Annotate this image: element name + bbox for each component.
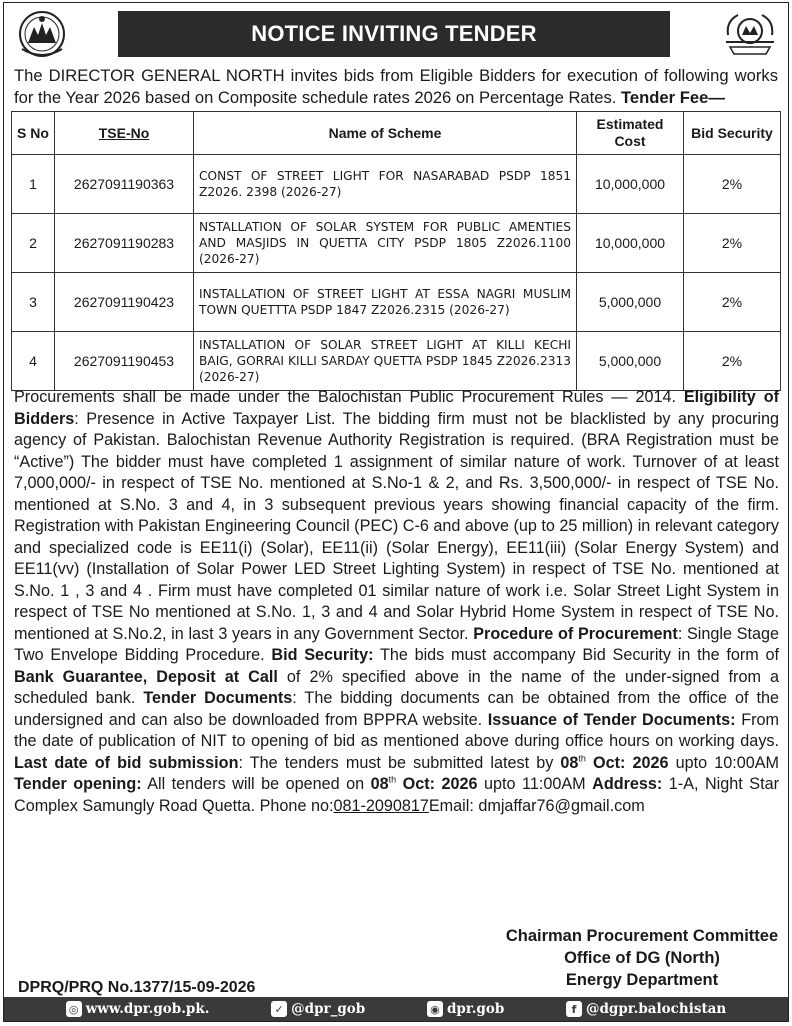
col-header-sno: S No <box>12 112 55 155</box>
body-text-segment: All tenders will be opened on <box>141 775 371 793</box>
footer-twitter[interactable] <box>271 1001 365 1017</box>
footer-instagram[interactable] <box>427 1001 504 1017</box>
footer-website[interactable] <box>66 1001 210 1017</box>
notice-page <box>3 2 789 1022</box>
footer-bar <box>4 997 788 1021</box>
cell-scheme: INSTALLATION OF SOLAR STREET LIGHT AT KILLI KECHI BAIG, GORRAI KILLI SARDAY QUETTA PSDP 1845 Z2026.2313 (2026-27) <box>194 332 577 391</box>
website-text: www.dpr.gob.pk. <box>85 1001 210 1017</box>
reference-number: DPRQ/PRQ No.1377/15-09-2026 <box>18 979 256 996</box>
cell-tse: 2627091190363 <box>55 155 194 214</box>
body-text-segment: : Single Stage Two Envelope Bidding Procedure. <box>14 624 779 664</box>
opening-month: Oct: 2026 <box>396 775 478 793</box>
facebook-icon: f <box>566 1001 582 1017</box>
tender-table <box>11 111 781 391</box>
cell-tse: 2627091190423 <box>55 273 194 332</box>
table-row <box>12 273 781 332</box>
cell-cost: 5,000,000 <box>577 273 684 332</box>
col-header-security: Bid Security <box>684 112 781 155</box>
email-text: Email: dmjaffar76@gmail.com <box>428 796 645 815</box>
cell-security: 2% <box>684 332 781 391</box>
intro-text: The DIRECTOR GENERAL NORTH invites bids from Eligible Bidders for execution of following works for the Year 2026 based on Composite schedule rates 2026 on Percentage Rates. <box>14 66 778 107</box>
address-heading: Address: <box>592 775 663 793</box>
procedure-heading: Procedure of Procurement <box>473 624 678 643</box>
col-header-cost: Estimated Cost <box>577 112 684 155</box>
submission-month: Oct: 2026 <box>585 753 669 772</box>
page-title: NOTICE INVITING TENDER <box>118 11 670 57</box>
instagram-handle: dpr.gob <box>446 1001 505 1017</box>
table-row <box>12 332 781 391</box>
phone-number: 081-2090817 <box>333 796 429 815</box>
issuance-heading: Issuance of Tender Documents: <box>487 710 736 729</box>
cell-tse: 2627091190453 <box>55 332 194 391</box>
cell-scheme: INSTALLATION OF STREET LIGHT AT ESSA NAGRI MUSLIM TOWN QUETTTA PSDP 1847 Z2026.2315 (2026-27) <box>194 273 577 332</box>
cell-scheme: CONST OF STREET LIGHT FOR NASARABAD PSDP 1851 Z2026. 2398 (2026-27) <box>194 155 577 214</box>
cell-tse: 2627091190283 <box>55 214 194 273</box>
eligibility-heading: Eligibility of Bidders <box>14 388 779 428</box>
last-date-heading: Last date of bid submission <box>14 753 239 772</box>
body-text-segment: The bids must accompany Bid Security in the form of <box>373 646 779 664</box>
instagram-icon: ◉ <box>427 1001 443 1017</box>
body-text-segment: Procurements shall be made under the Balochistan Public Procurement Rules — 2014. <box>14 388 684 406</box>
signature-block <box>482 925 792 991</box>
bid-security-heading: Bid Security: <box>271 646 374 664</box>
body-text-segment: upto 11:00AM <box>477 775 593 793</box>
tender-opening-heading: Tender opening: <box>14 775 142 793</box>
cell-sno: 1 <box>12 155 55 214</box>
body-text-segment: From the date of publication of NIT to opening of bid as mentioned above during office hours on working days. <box>14 710 779 750</box>
table-row <box>12 155 781 214</box>
cell-scheme: NSTALLATION OF SOLAR SYSTEM FOR PUBLIC AMENTIES AND MASJIDS IN QUETTA CITY PSDP 1805 Z2026.1100 (2026-27) <box>194 214 577 273</box>
body-text-segment: upto 10:00AM <box>668 753 780 772</box>
cell-cost: 5,000,000 <box>577 332 684 391</box>
signature-line: Chairman Procurement Committee <box>505 927 779 945</box>
cell-sno: 4 <box>12 332 55 391</box>
body-text-segment: : Presence in Active Taxpayer List. The bidding firm must not be blacklisted by any procuring agency of Pakistan. Balochistan Revenue Authority Registration is required. (BRA Registration must be “Active”) The bidder must have completed 1 assignment of similar nature of work. Turnover of at least 7,000,000/- in respect of TSE No. mentioned at S.No-1 & 2, and Rs. 3,500,000/- in respect of TSE No. mentioned at S.No. 3 and 4, in 3 subsequent previous years showing financial capacity of the firm. Registration with Pakistan Engineering Council (PEC) C-6 and above (up to 25 million) in relevant category and specialized code is EE11(i) (Solar), EE11(ii) (Solar Energy), EE11(iii) (Solar Energy System) and EE11(vv) (Installation of Solar Power LED Street Lighting System) in respect of TSE No. mentioned at S.No. 1 , 3 and 4 . Firm must have completed 01 similar nature of work i.e. Solar Street Light System in respect of TSE No mentioned at S.No. 1, 3 and 4 and Solar Hybrid Home System in respect of TSE No. mentioned at S.No.2, in last 3 years in any Government Sector. <box>14 409 779 643</box>
footer-facebook[interactable] <box>566 1001 726 1017</box>
government-emblem-icon <box>14 9 70 59</box>
table-header-row <box>12 112 781 155</box>
body-text-segment: : The tenders must be submitted latest by <box>238 753 561 772</box>
body-text-segment: 1-A, Night Star Complex Samungly Road Quetta. Phone no: <box>14 775 779 815</box>
bank-guarantee-text: Bank Guarantee, Deposit at Call <box>14 667 278 686</box>
cell-security: 2% <box>684 273 781 332</box>
tender-documents-heading: Tender Documents <box>143 689 293 707</box>
cell-sno: 2 <box>12 214 55 273</box>
body-text-segment: of 2% specified above in the name of the under-signed from a scheduled bank. <box>14 667 779 707</box>
twitter-icon: ✓ <box>271 1001 287 1017</box>
globe-icon: ◎ <box>66 1001 82 1017</box>
energy-department-emblem-icon <box>722 9 778 59</box>
cell-security: 2% <box>684 214 781 273</box>
terms-paragraph <box>14 387 779 817</box>
body-text-segment: : The bidding documents can be obtained from the office of the undersigned and can also be downloaded from BPPRA website. <box>14 689 779 729</box>
twitter-handle: @dpr_gob <box>291 1001 366 1017</box>
intro-paragraph <box>14 65 778 109</box>
facebook-handle: @dgpr.balochistan <box>585 1001 727 1017</box>
col-header-scheme: Name of Scheme <box>194 112 577 155</box>
cell-security: 2% <box>684 155 781 214</box>
cell-cost: 10,000,000 <box>577 155 684 214</box>
submission-day: 08 <box>560 753 579 772</box>
table-row <box>12 214 781 273</box>
tender-fee-label: Tender Fee— <box>621 88 725 107</box>
cell-cost: 10,000,000 <box>577 214 684 273</box>
day-suffix: th <box>578 753 586 764</box>
signature-line: Energy Department <box>565 971 719 989</box>
col-header-tse: TSE-No <box>55 112 194 155</box>
signature-line: Office of DG (North) <box>564 949 720 967</box>
opening-day: 08 <box>370 775 389 793</box>
cell-sno: 3 <box>12 273 55 332</box>
day-suffix: th <box>388 774 397 785</box>
